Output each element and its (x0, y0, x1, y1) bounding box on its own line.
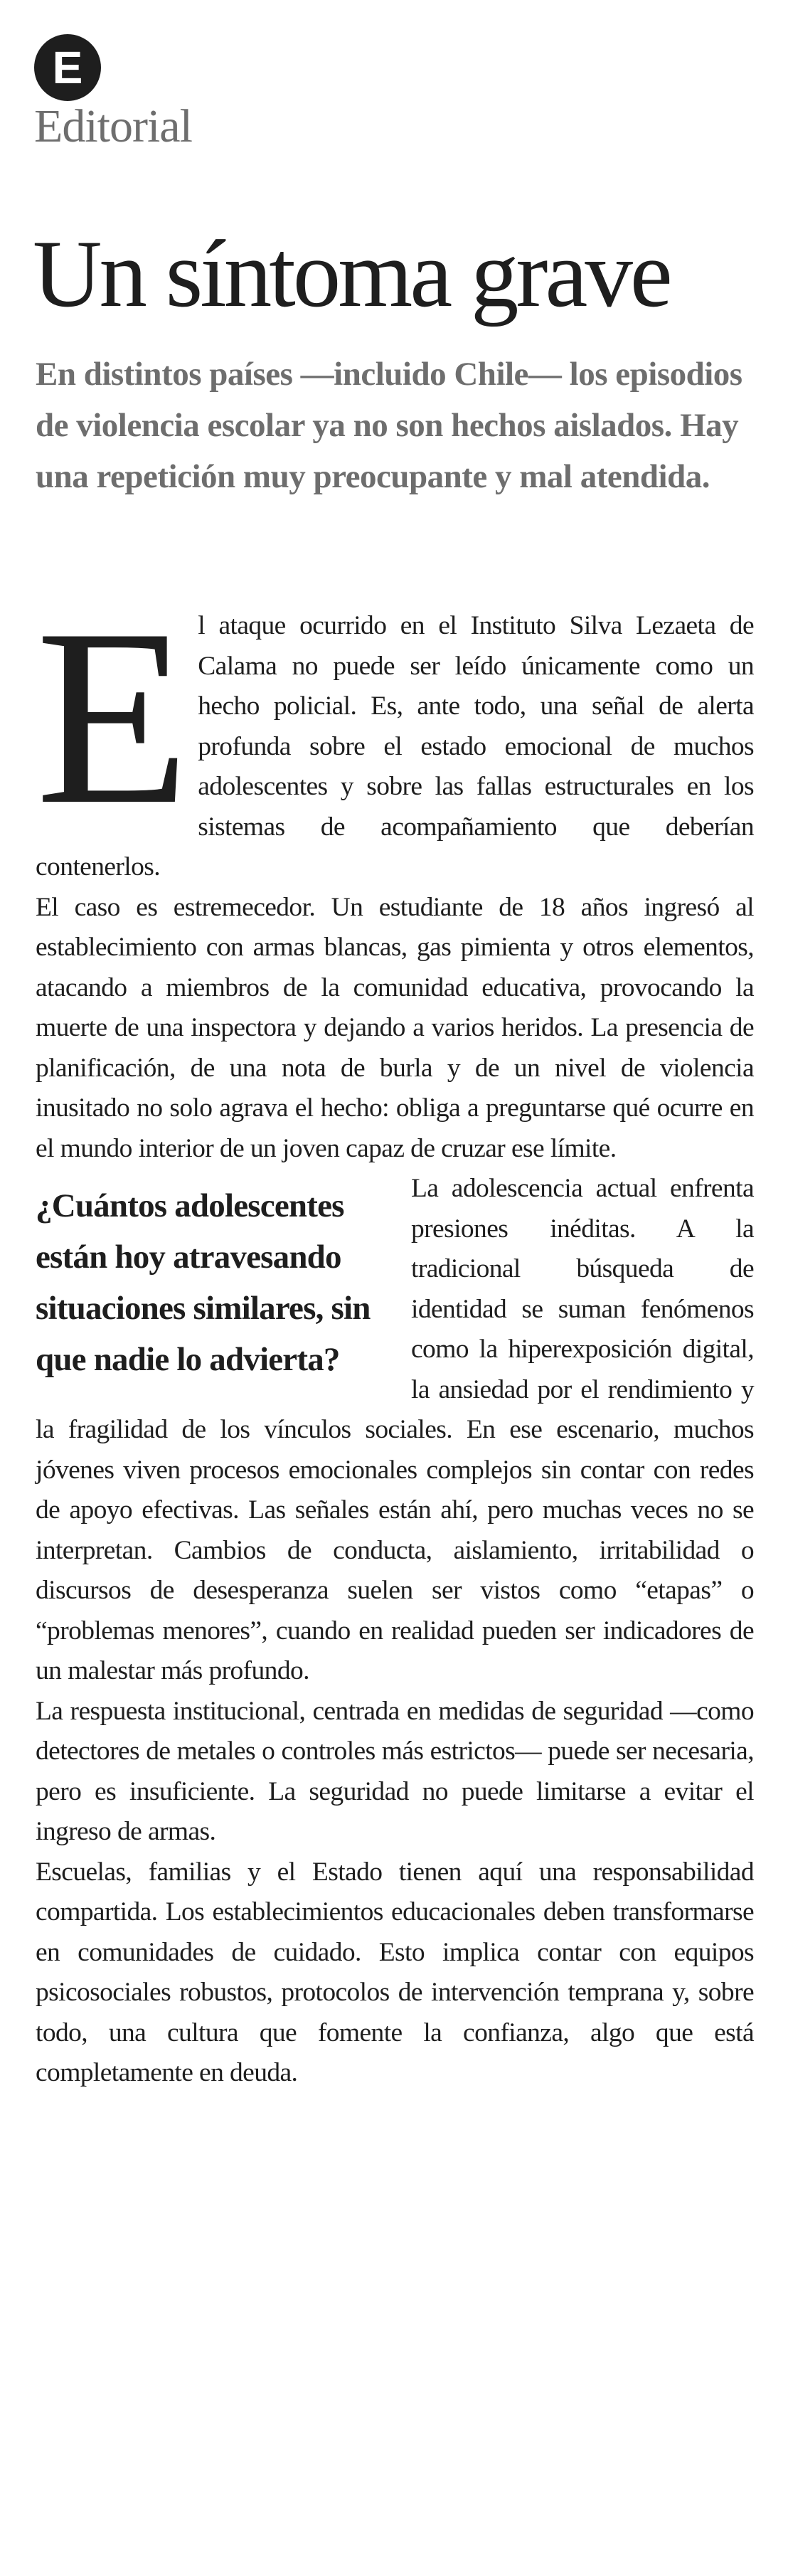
body-paragraph-5: Escuelas, familias y el Estado tienen aquí una responsabilidad compartida. Los establecimientos educacionales deben transformarse en comunidades de cuidado. Esto implica contar con equipos psicosociales robustos, protocolos de intervención temprana y, sobre todo, una cultura que fomente la confianza, algo que está completamente en deuda. (36, 1857, 754, 2087)
lead-paragraph: En distintos países —incluido Chile— los episodios de violencia escolar ya no son hechos aislados. Hay una repetición muy preocupante y mal atendida. (36, 356, 742, 495)
body-paragraph-4: La respuesta institucional, centrada en medidas de seguridad —como detectores de metales o controles más estrictos— puede ser necesaria, pero es insuficiente. La seguridad no puede limitarse a evitar el ingreso de armas. (36, 1696, 754, 1846)
headline: Un síntoma grave (33, 221, 670, 327)
drop-cap: E (36, 577, 190, 857)
body-paragraph-1: l ataque ocurrido en el Instituto Silva Lezaeta de Calama no puede ser leído únicamente como un hecho policial. Es, ante todo, una señal de alerta profunda sobre el estado emocional de muchos adolescentes y sobre las fallas estructurales en los sistemas de acompañamiento que deberían contenerlos. (36, 611, 754, 881)
section-label: Editorial (34, 100, 192, 152)
body-paragraph-3-text: La adolescencia actual enfrenta presiones inéditas. A la tradicional búsqueda de identidad se suman fenómenos como la hiperexposición digital, la ansiedad por el rendimiento y la fragilidad de los vínculos sociales. En ese escenario, muchos jóvenes viven procesos emocionales complejos sin contar con redes de apoyo efectivas. Las señales están ahí, pero muchas veces no se interpretan. Cambios de conducta, aislamiento, irritabilidad o discursos de desesperanza suelen ser vistos como “etapas” o “problemas menores”, cuando en realidad pueden ser indicadores de un malestar más profundo. (36, 1174, 754, 1685)
body-paragraph-2: El caso es estremecedor. Un estudiante de 18 años ingresó al establecimiento con armas blancas, gas pimienta y otros elementos, atacando a miembros de la comunidad educativa, provocando la muerte de una inspectora y dejando a varios heridos. La presencia de planificación, de una nota de burla y de un nivel de violencia inusitado no solo agrava el hecho: obliga a preguntarse qué ocurre en el mundo interior de un joven capaz de cruzar ese límite. (36, 892, 754, 1163)
article-body (36, 577, 754, 2094)
pull-quote: ¿Cuántos adolescentes están hoy atravesando situaciones similares, sin que nadie lo advierta? (36, 1187, 371, 1378)
body-paragraph-3 (36, 1169, 754, 1692)
logo-letter: E (52, 42, 83, 93)
editorial-logo (34, 34, 101, 101)
